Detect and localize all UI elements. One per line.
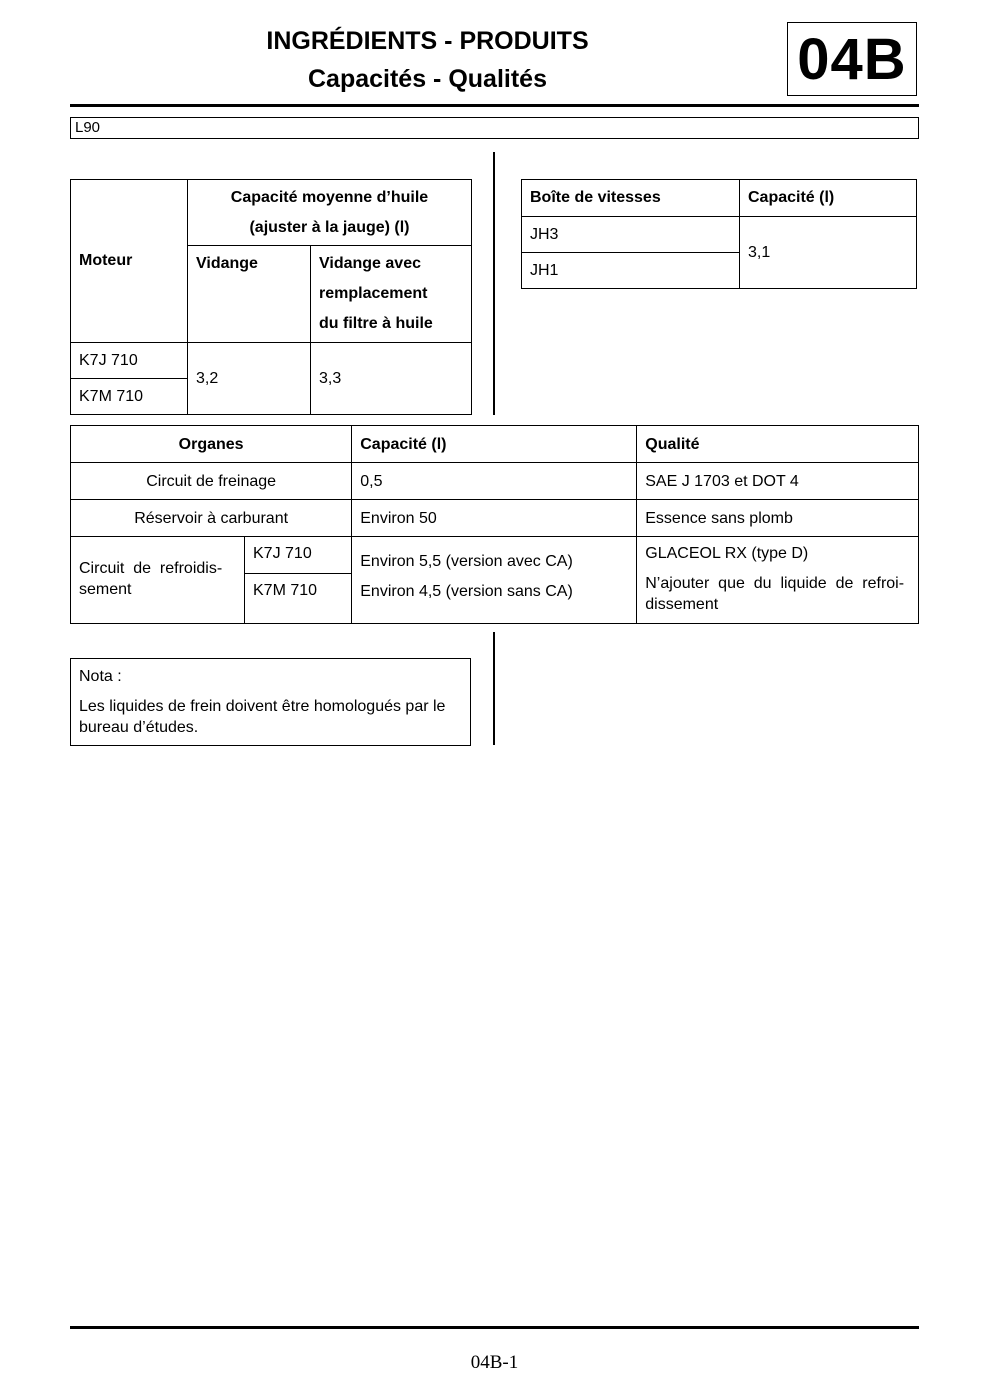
section-code-box: 04B: [787, 22, 917, 96]
vidange-filter-value: 3,3: [311, 343, 472, 415]
qualite-header: Qualité: [637, 426, 919, 463]
organe-cell: Réservoir à carburant: [71, 500, 352, 537]
gearbox-cell: JH1: [522, 253, 740, 289]
vidange-filter-line3: du filtre à huile: [319, 315, 433, 332]
qualite-cell: Essence sans plomb: [637, 500, 919, 537]
moteur-header: Moteur: [71, 180, 188, 343]
gearbox-capacity-header: Capacité (l): [740, 180, 917, 217]
nota-text-line1: Les liquides de frein doivent être homologués par le: [79, 698, 446, 715]
oil-capacity-table: [70, 179, 472, 415]
cooling-organe-line1: Circuit de refroidis-: [79, 560, 223, 577]
engine-cell: K7J 710: [71, 343, 188, 379]
gearbox-cell: JH3: [522, 217, 740, 253]
cooling-organe-cell: [71, 537, 245, 624]
oil-capacity-header: [188, 180, 472, 246]
gearbox-capacity-value: 3,1: [740, 217, 917, 289]
engine-cell: K7M 710: [71, 379, 188, 415]
page-number: 04B-1: [470, 1352, 519, 1373]
column-separator-top: [493, 152, 495, 415]
vidange-filter-line1: Vidange avec: [319, 255, 421, 272]
cooling-capacite-cell: [352, 537, 637, 624]
vidange-value: 3,2: [188, 343, 311, 415]
header-rule: [70, 104, 919, 107]
capacite-cell: Environ 50: [352, 500, 637, 537]
cooling-qualite-line1: GLACEOL RX (type D): [645, 545, 809, 562]
capacite-cell: 0,5: [352, 463, 637, 500]
footer-rule: [70, 1326, 919, 1329]
page-subtitle: Capacités - Qualités: [308, 65, 547, 93]
capacite-header: Capacité (l): [352, 426, 637, 463]
cooling-qualite-cell: [637, 537, 919, 624]
cooling-engine-cell: K7M 710: [245, 574, 352, 624]
cooling-qualite-line3: dissement: [645, 596, 719, 613]
vehicle-code: L90: [70, 117, 919, 139]
nota-label: Nota :: [79, 668, 122, 685]
oil-capacity-header-line1: Capacité moyenne d’huile: [230, 189, 429, 206]
nota-box: [70, 658, 471, 746]
vidange-header: Vidange: [188, 246, 311, 343]
vidange-filter-header: [311, 246, 472, 343]
qualite-cell: SAE J 1703 et DOT 4: [637, 463, 919, 500]
gearbox-header: Boîte de vitesses: [522, 180, 740, 217]
organes-header: Organes: [71, 426, 352, 463]
column-separator-bottom: [493, 632, 495, 745]
page-title: INGRÉDIENTS - PRODUITS: [266, 27, 589, 55]
gearbox-capacity-table: [521, 179, 917, 289]
cooling-organe-line2: sement: [79, 581, 132, 598]
vidange-filter-line2: remplacement: [319, 285, 428, 302]
cooling-capacite-line2: Environ 4,5 (version sans CA): [360, 583, 573, 600]
organe-cell: Circuit de freinage: [71, 463, 352, 500]
oil-capacity-header-line2: (ajuster à la jauge) (l): [249, 219, 410, 236]
cooling-engine-cell: K7J 710: [245, 537, 352, 574]
organs-table: [70, 425, 919, 624]
cooling-capacite-line1: Environ 5,5 (version avec CA): [360, 553, 573, 570]
cooling-qualite-line2: N’ajouter que du liquide de refroi-: [645, 575, 905, 592]
nota-text-line2: bureau d’études.: [79, 719, 199, 736]
